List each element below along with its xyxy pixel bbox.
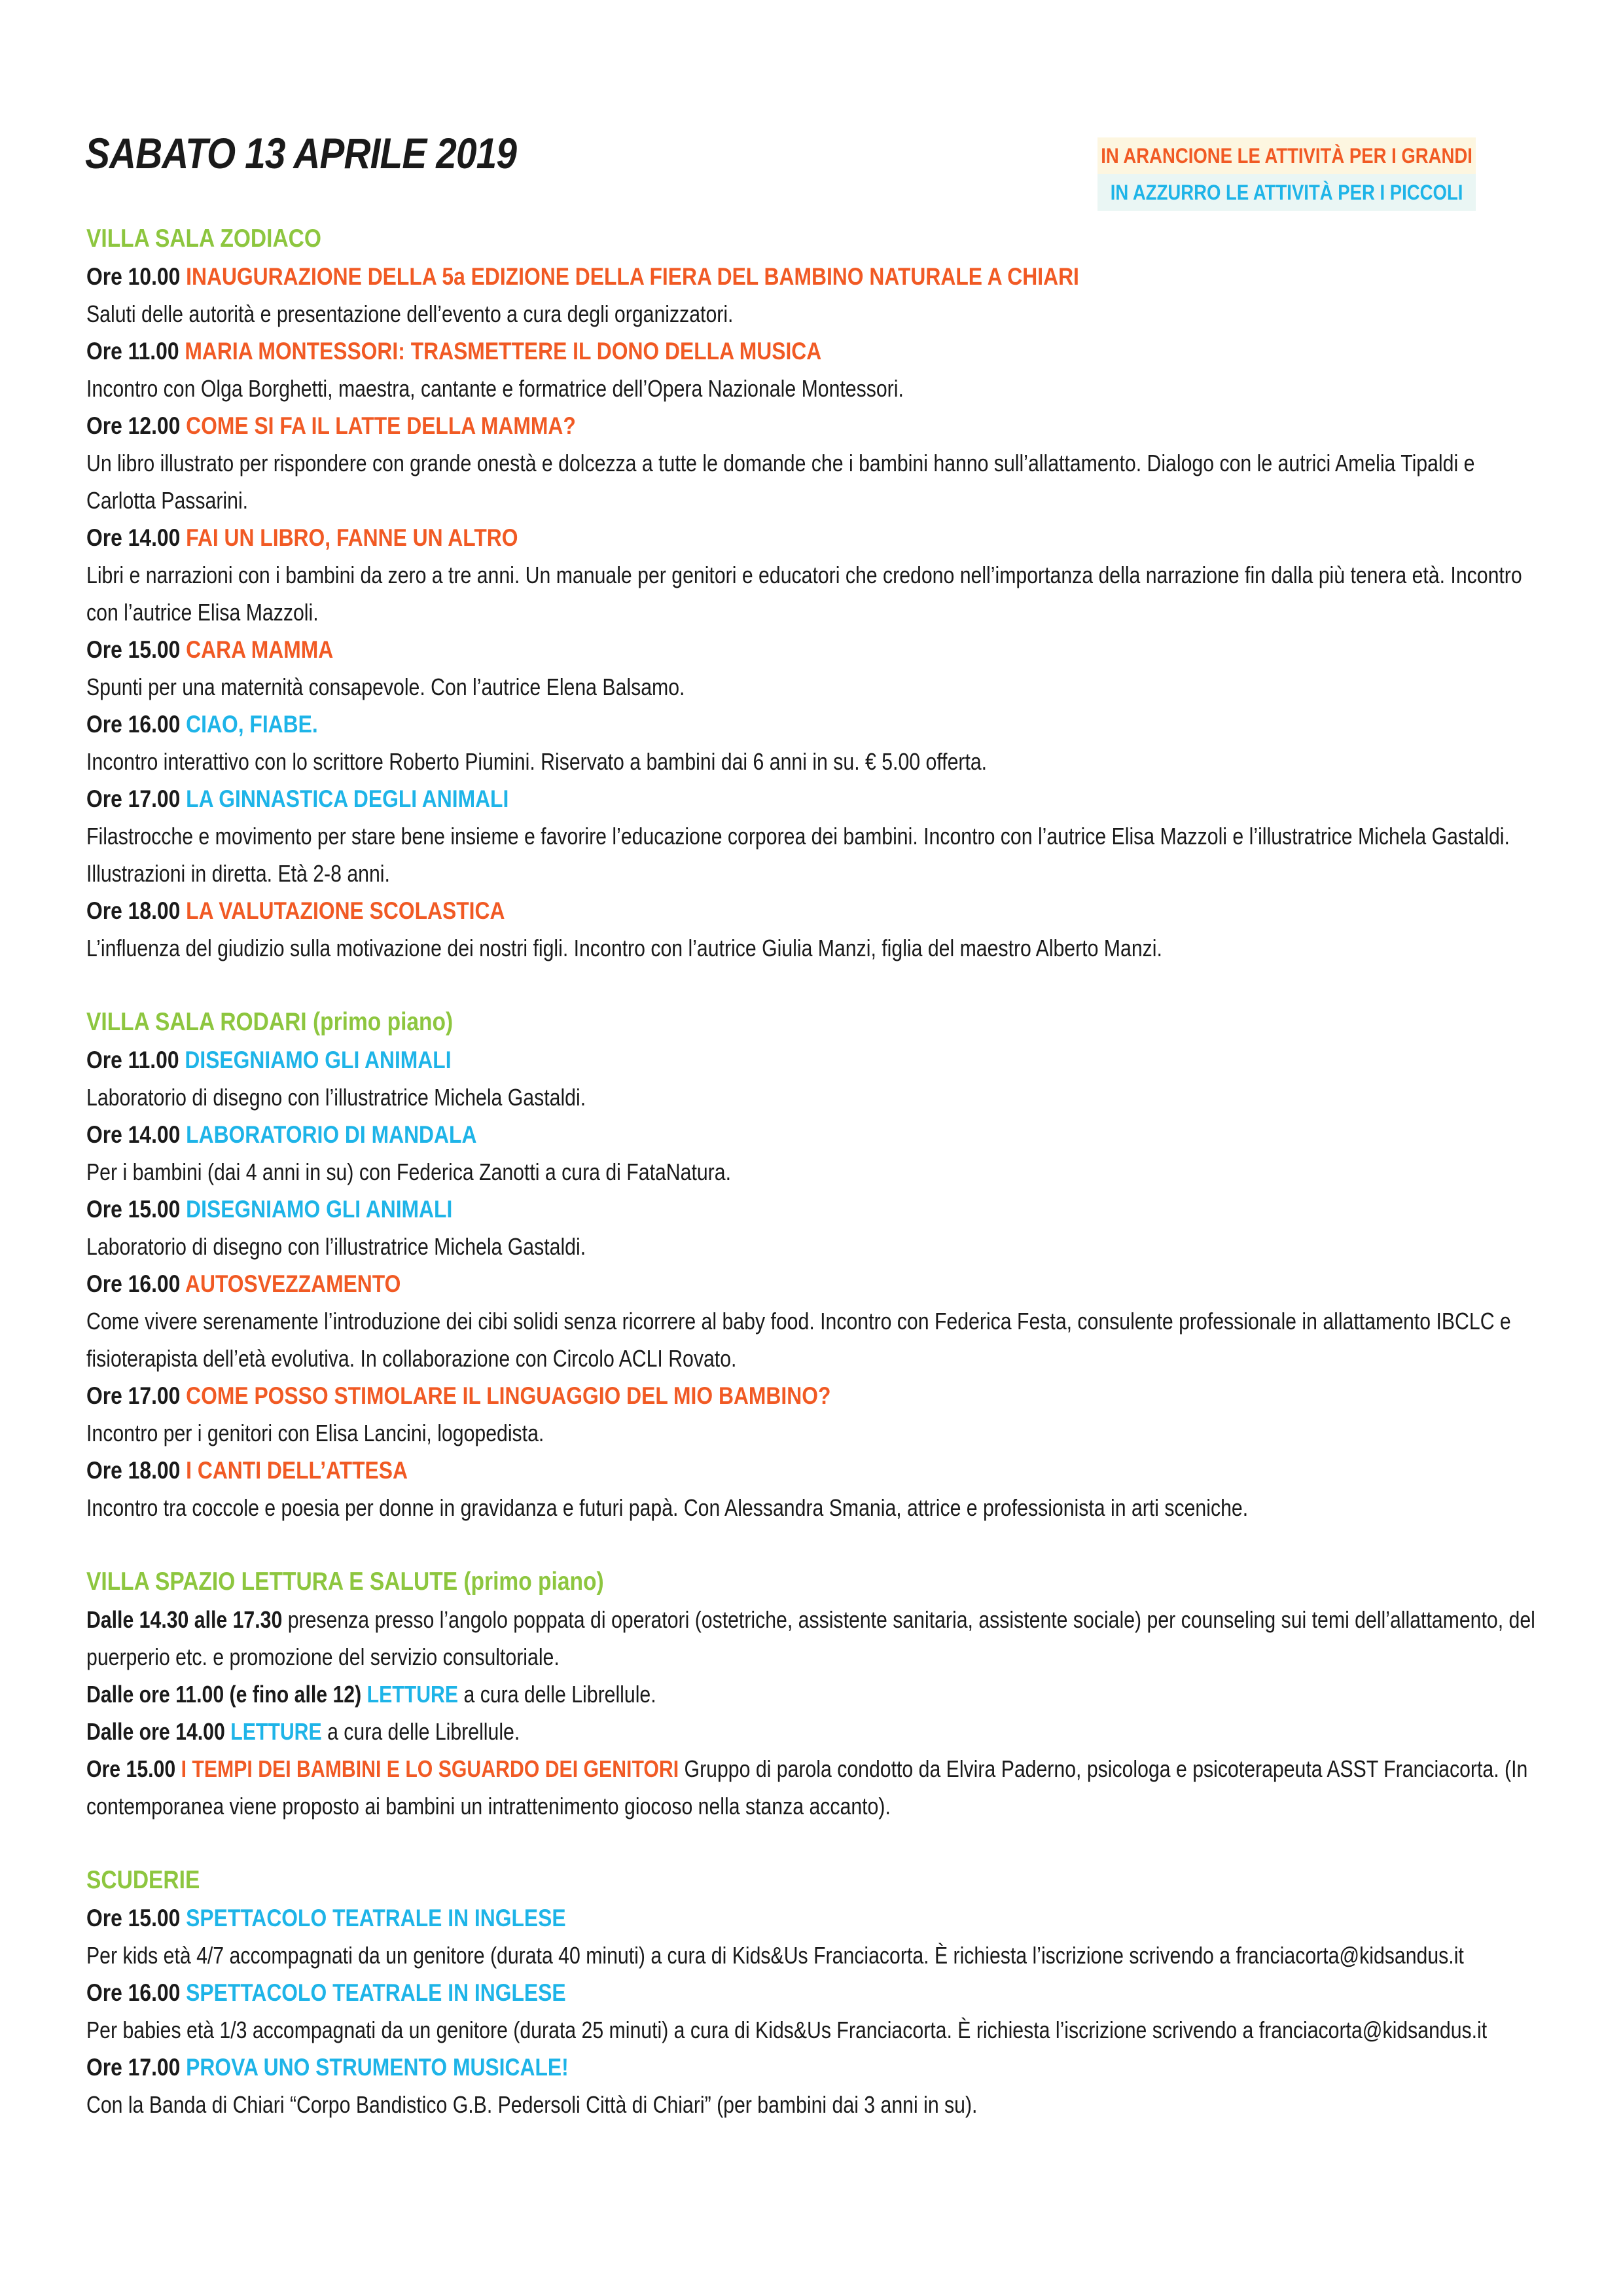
event-header [86, 332, 1336, 370]
event-description: Per i bambini (dai 4 anni in su) con Federica Zanotti a cura di FataNatura. [86, 1158, 731, 1185]
event-time: Ore 15.00 [86, 1196, 181, 1223]
event-time: Ore 15.00 [86, 1905, 181, 1931]
event-item [86, 1377, 1539, 1452]
program-content [86, 220, 1539, 2160]
event-title: LA VALUTAZIONE SCOLASTICA [186, 897, 505, 924]
event-title: CIAO, FIABE. [186, 711, 318, 738]
event-item [86, 1676, 1539, 1713]
event-description: Saluti delle autorità e presentazione dell’evento a cura degli organizzatori. [86, 300, 734, 327]
event-time: Ore 10.00 [86, 263, 181, 290]
event-title: PROVA UNO STRUMENTO MUSICALE! [186, 2054, 569, 2081]
event-line [86, 1750, 1539, 1825]
event-title: SPETTACOLO TEATRALE IN INGLESE [186, 1979, 566, 2006]
color-legend [1067, 137, 1507, 211]
event-description: Con la Banda di Chiari “Corpo Bandistico G.B. Pedersoli Città di Chiari” (per bambini dai 3 anni in su). [86, 2091, 978, 2118]
event-item [86, 1750, 1539, 1825]
event-description: Come vivere serenamente l’introduzione dei cibi solidi senza ricorrere al baby food. Incontro con Federica Festa, consulente professionale in allattamento IBCLC e fisioterapista dell’età evolutiva. In collaborazione con Circolo ACLI Rovato. [86, 1308, 1511, 1372]
event-description: Filastrocche e movimento per stare bene insieme e favorire l’educazione corporea dei bambini. Incontro con l’autrice Elisa Mazzoli e l’illustratrice Michela Gastaldi. Illustrazioni in diretta. Età 2-8 anni. [86, 823, 1510, 887]
schedule-section [86, 1003, 1539, 1526]
event-header [86, 1265, 1336, 1302]
event-description: Incontro interattivo con lo scrittore Roberto Piumini. Riservato a bambini dai 6 anni in su. € 5.00 offerta. [86, 748, 988, 775]
event-header [86, 1452, 1336, 1489]
event-title: FAI UN LIBRO, FANNE UN ALTRO [186, 524, 518, 551]
event-description: Per kids età 4/7 accompagnati da un genitore (durata 40 minuti) a cura di Kids&Us Franciacorta. È richiesta l’iscrizione scrivendo a franciacorta@kidsandus.it [86, 1942, 1464, 1969]
event-time: Ore 12.00 [86, 412, 181, 439]
event-description: a cura delle Librellule. [327, 1718, 520, 1745]
event-title: LA GINNASTICA DEGLI ANIMALI [186, 785, 509, 812]
event-time: Dalle 14.30 alle 17.30 [86, 1606, 283, 1633]
event-line [86, 1713, 1539, 1750]
event-title: CARA MAMMA [186, 636, 334, 663]
event-header [86, 519, 1336, 556]
event-header [86, 407, 1336, 444]
event-line [86, 1601, 1539, 1676]
event-description: Laboratorio di disegno con l’illustratrice Michela Gastaldi. [86, 1233, 586, 1260]
event-title: LABORATORIO DI MANDALA [186, 1121, 477, 1148]
event-header [86, 1899, 1336, 1937]
event-item [86, 1974, 1539, 2049]
event-description: presenza presso l’angolo poppata di operatori (ostetriche, assistente sanitaria, assistente sociale) per counseling sui temi dell’allattamento, del puerperio etc. e promozione del servizio consultoriale. [86, 1606, 1535, 1670]
event-header [86, 1974, 1336, 2011]
event-header [86, 2049, 1336, 2086]
event-time: Ore 17.00 [86, 1382, 181, 1409]
event-time: Ore 14.00 [86, 1121, 181, 1148]
event-item [86, 2049, 1539, 2123]
schedule-section [86, 220, 1539, 967]
event-time: Ore 11.00 [86, 338, 179, 365]
event-title: LETTURE [366, 1681, 459, 1708]
event-title: MARIA MONTESSORI: TRASMETTERE IL DONO DELLA MUSICA [185, 338, 822, 365]
event-header [86, 258, 1336, 295]
event-header [86, 1116, 1336, 1153]
event-item [86, 1452, 1539, 1526]
event-item [86, 1899, 1539, 1974]
event-header [86, 1191, 1336, 1228]
event-item [86, 631, 1539, 706]
event-time: Ore 18.00 [86, 1457, 181, 1484]
section-title: VILLA SALA RODARI (primo piano) [86, 1008, 454, 1036]
event-item [86, 1265, 1539, 1377]
event-time: Ore 16.00 [86, 1979, 181, 2006]
event-item [86, 258, 1539, 332]
event-title: SPETTACOLO TEATRALE IN INGLESE [186, 1905, 566, 1931]
event-item [86, 780, 1539, 892]
event-title: INAUGURAZIONE DELLA 5a EDIZIONE DELLA FIERA DEL BAMBINO NATURALE A CHIARI [186, 263, 1079, 290]
event-title: I CANTI DELL’ATTESA [186, 1457, 408, 1484]
event-time: Ore 17.00 [86, 2054, 181, 2081]
event-description: Incontro tra coccole e poesia per donne in gravidanza e futuri papà. Con Alessandra Smania, attrice e professionista in arti sceniche. [86, 1494, 1249, 1521]
event-time: Dalle ore 14.00 [86, 1718, 225, 1745]
event-time: Ore 15.00 [86, 1755, 176, 1782]
event-time: Dalle ore 11.00 (e fino alle 12) [86, 1681, 362, 1708]
event-description: a cura delle Librellule. [463, 1681, 656, 1708]
event-title: COME SI FA IL LATTE DELLA MAMMA? [186, 412, 576, 439]
event-title: LETTURE [230, 1718, 322, 1745]
page-title: SABATO 13 APRILE 2019 [85, 129, 517, 177]
event-header [86, 1041, 1336, 1079]
event-time: Ore 18.00 [86, 897, 181, 924]
event-title: DISEGNIAMO GLI ANIMALI [186, 1196, 453, 1223]
event-description: Gruppo di parola condotto da Elvira Paderno, psicologa e psicoterapeuta ASST Franciacorta. (In contemporanea viene proposto ai bambini un intrattenimento giocoso nella stanza accanto). [86, 1755, 1528, 1820]
event-item [86, 1601, 1539, 1676]
event-description: Laboratorio di disegno con l’illustratrice Michela Gastaldi. [86, 1084, 586, 1111]
event-item [86, 1116, 1539, 1191]
event-title: AUTOSVEZZAMENTO [185, 1270, 401, 1297]
event-header [86, 631, 1336, 668]
event-item [86, 892, 1539, 967]
event-time: Ore 16.00 [86, 1270, 181, 1297]
event-time: Ore 11.00 [86, 1047, 179, 1073]
event-time: Ore 14.00 [86, 524, 181, 551]
event-item [86, 332, 1539, 407]
event-item [86, 1713, 1539, 1750]
event-description: Incontro per i genitori con Elisa Lancini, logopedista. [86, 1420, 544, 1446]
event-header [86, 706, 1336, 743]
event-header [86, 780, 1336, 817]
event-header [86, 1377, 1336, 1414]
section-title: SCUDERIE [86, 1866, 200, 1894]
event-header [86, 892, 1336, 929]
schedule-section [86, 1563, 1539, 1825]
event-description: Un libro illustrato per rispondere con grande onestà e dolcezza a tutte le domande che i bambini hanno sull’allattamento. Dialogo con le autrici Amelia Tipaldi e Carlotta Passarini. [86, 450, 1475, 514]
section-title: VILLA SALA ZODIACO [86, 224, 321, 253]
event-description: Spunti per una maternità consapevole. Con l’autrice Elena Balsamo. [86, 673, 685, 700]
event-description: Libri e narrazioni con i bambini da zero a tre anni. Un manuale per genitori e educatori che credono nell’importanza della narrazione fin dalla più tenera età. Incontro con l’autrice Elisa Mazzoli. [86, 562, 1522, 626]
event-item [86, 1191, 1539, 1265]
event-item [86, 519, 1539, 631]
event-item [86, 706, 1539, 780]
event-time: Ore 16.00 [86, 711, 181, 738]
section-title: VILLA SPAZIO LETTURA E SALUTE (primo piano) [86, 1568, 604, 1596]
event-description: L’influenza del giudizio sulla motivazione dei nostri figli. Incontro con l’autrice Giulia Manzi, figlia del maestro Alberto Manzi. [86, 935, 1162, 961]
event-item [86, 1041, 1539, 1116]
event-title: DISEGNIAMO GLI ANIMALI [185, 1047, 452, 1073]
schedule-section [86, 1861, 1539, 2123]
event-title: COME POSSO STIMOLARE IL LINGUAGGIO DEL MIO BAMBINO? [186, 1382, 831, 1409]
event-item [86, 407, 1539, 519]
event-title: I TEMPI DEI BAMBINI E LO SGUARDO DEI GENITORI [181, 1755, 679, 1782]
event-time: Ore 15.00 [86, 636, 181, 663]
event-time: Ore 17.00 [86, 785, 181, 812]
event-description: Incontro con Olga Borghetti, maestra, cantante e formatrice dell’Opera Nazionale Montessori. [86, 375, 904, 402]
event-description: Per babies età 1/3 accompagnati da un genitore (durata 25 minuti) a cura di Kids&Us Franciacorta. È richiesta l’iscrizione scrivendo a franciacorta@kidsandus.it [86, 2017, 1488, 2043]
legend-blue: IN AZZURRO LE ATTIVITÀ PER I PICCOLI [1097, 174, 1476, 211]
legend-orange: IN ARANCIONE LE ATTIVITÀ PER I GRANDI [1097, 137, 1476, 174]
event-line [86, 1676, 1539, 1713]
